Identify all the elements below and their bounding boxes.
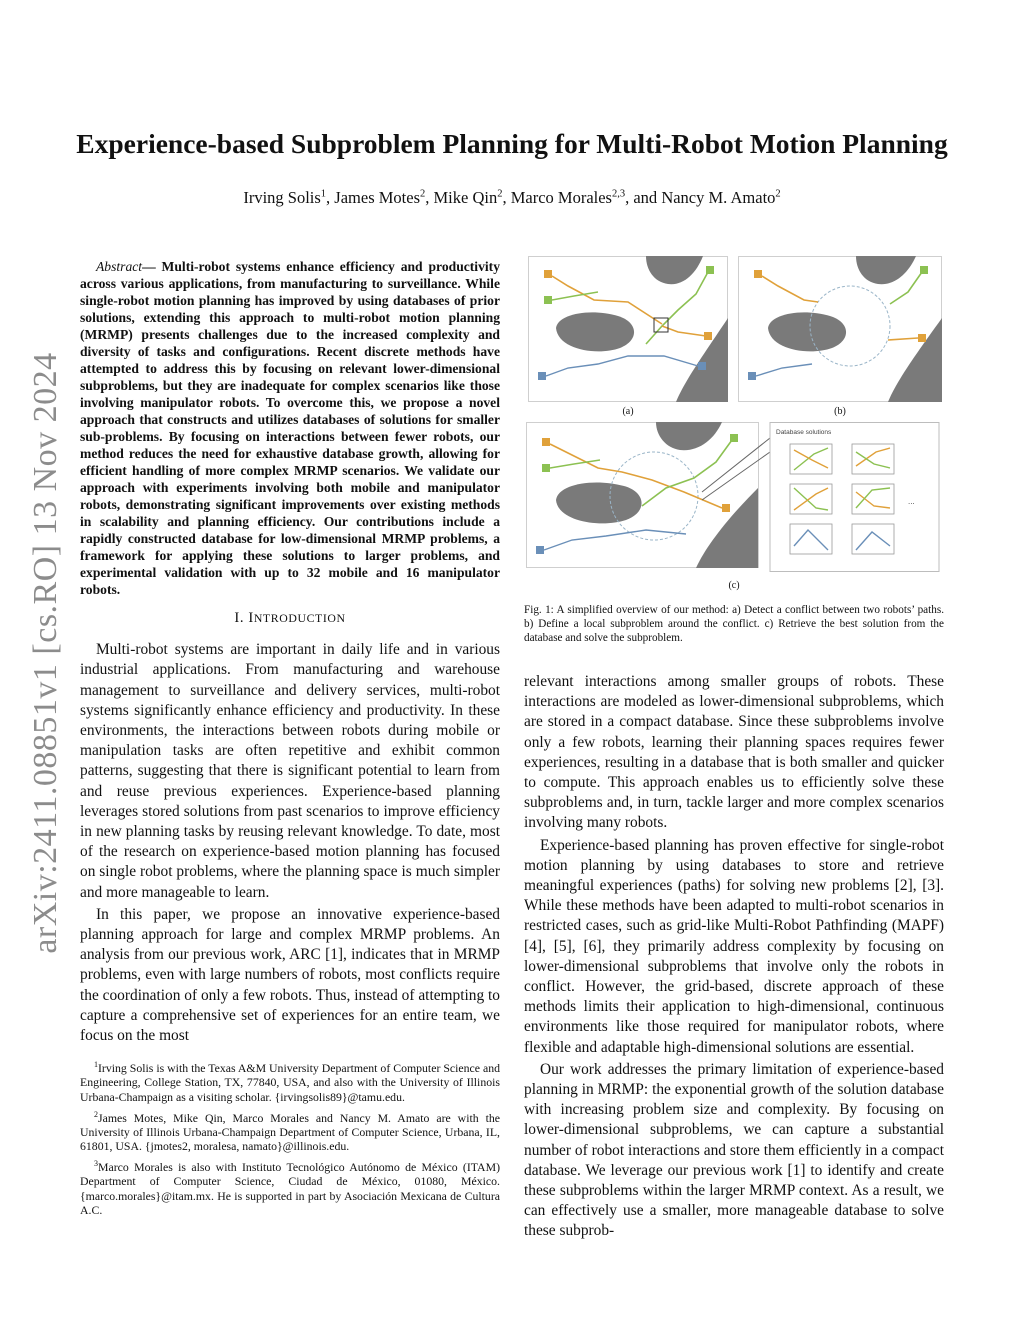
abstract-label: Abstract	[96, 259, 143, 274]
robot	[704, 332, 712, 340]
author-name: James Motes	[334, 188, 420, 207]
robot	[754, 270, 762, 278]
author-affiliation: 2	[497, 188, 503, 200]
robot	[542, 438, 550, 446]
paper-title: Experience-based Subproblem Planning for Multi-Robot Motion Planning	[76, 128, 948, 159]
robot	[706, 266, 714, 274]
robot	[730, 434, 738, 442]
arxiv-identifier-text: arXiv:2411.08851v1 [cs.RO] 13 Nov 2024	[27, 352, 64, 954]
figure-panel-a	[528, 256, 728, 402]
paragraph: In this paper, we propose an innovative experience-based planning approach for large and complex MRMP problems. An analysis from our previous work, ARC [1], indicates that in MRMP problems, even with large numbers of robots, most conflicts require the coordination of only a few robots. Thus, instead of attempting to capture a comprehensive set of experiences for an entire team, we focus on the most	[80, 905, 500, 1045]
left-column	[80, 258, 500, 1221]
robot	[542, 464, 550, 472]
abstract-text: — Multi-robot systems enhance efficiency and productivity across various applications, from manufacturing to surveillance. While single-robot motion planning has improved by using databases of prior solutions, extending this approach to multi-robot motion planning (MRMP) presents challenges due to the increased complexity and diversity of tasks and configurations. Recent discrete methods have attempted to address this by focusing on relevant lower-dimensional subproblems, but they are inadequate for complex scenarios like those involving manipulator robots. To overcome this, we propose a novel approach that constructs and utilizes databases of solutions for smaller sub-problems. By focusing on interactions between fewer robots, our method reduces the need for exhaustive database growth, allowing for efficient handling of more complex MRMP scenarios. We validate our approach with experiments involving both mobile and manipulator robots, demonstrating significant improvements over existing methods in scalability and planning efficiency. Our contributions include a rapidly constructed database for low-dimensional MRMP problems, a framework for applying these solutions to larger problems, and experimental validation with up to 32 mobile and 16 manipulator robots.	[80, 259, 500, 597]
robot	[544, 270, 552, 278]
database-ellipsis: ...	[908, 497, 915, 506]
author-name: Mike Qin	[433, 188, 498, 207]
figure-caption: Fig. 1: A simplified overview of our method: a) Detect a conflict between two robots’ paths. b) Define a local subproblem around the conflict. c) Retrieve the best solution from the database and solve the subproblem.	[524, 604, 944, 644]
author-affiliation: 2	[775, 188, 781, 200]
author-affiliation: 1	[320, 188, 327, 200]
paragraph: Our work addresses the primary limitation of experience-based planning in MRMP: the exponential growth of the solution database with increasing problem size and complexity. By focusing on lower-dimensional subproblems, we can capture a substantial number of robot interactions and store them efficiently in a compact database. We leverage our previous work [1] to identify and create these subproblems within the larger MRMP context. As a result, we can effectively use a smaller, more manageable database to solve these subprob-	[524, 1060, 944, 1240]
figure-panel-c	[526, 422, 940, 578]
author-separator: ,	[326, 188, 335, 207]
database-title: Database solutions	[776, 429, 832, 436]
robot	[544, 296, 552, 304]
footnote: $^2$James Motes, Mike Qin, Marco Morales and Nancy M. Amato are with the University of Illinois Urbana-Champaign Department of Computer Science, Urbana, IL, 61801, USA. {jmotes2, moralesa, namato}@illinois.edu.	[80, 1109, 500, 1154]
robot	[538, 372, 546, 380]
footnotes	[80, 1058, 500, 1217]
subfigure-label: (c)	[728, 580, 740, 591]
author-affiliation: 2,3	[611, 188, 626, 200]
figure-panel-b	[738, 256, 942, 402]
right-column	[524, 672, 944, 1244]
paragraph: relevant interactions among smaller groups of robots. These interactions are modeled as lower-dimensional subproblems, which are stored in a compact database. Since these subproblems involve only a few robots, learning their planning spaces requires fewer experiences, resulting in a database that is both smaller and quicker to compute. This approach enables us to efficiently solve these subproblems and, in turn, tackle larger and more complex scenarios involving many robots.	[524, 673, 944, 832]
subfigure-label: (b)	[834, 406, 846, 417]
figure-1	[524, 254, 944, 650]
paragraph: Multi-robot systems are important in daily life and in various industrial applications. From manufacturing and warehouse management to surveillance and delivery services, multi-robot systems significantly enhance efficiency and productivity. In these environments, the interactions between robots during mobile or manipulation tasks are often repetitive and exhibit common patterns, suggesting that there is significant potential to learn from and reuse previous experiences. Experience-based planning leverages stored solutions from past scenarios to improve efficiency in new planning tasks by reusing relevant knowledge. To date, most of the research on experience-based motion planning has focused on single robot problems, where the planning space is much simpler and more manageable to learn.	[80, 641, 500, 901]
author-separator: , and	[625, 188, 662, 207]
subfigure-label: (a)	[622, 406, 634, 417]
robot	[722, 504, 730, 512]
abstract	[80, 258, 500, 598]
author-separator: ,	[502, 188, 511, 207]
author-list	[60, 188, 964, 208]
section-heading-introduction: I. INTRODUCTION	[234, 610, 346, 626]
footnote: $^1$Irving Solis is with the Texas A&M University Department of Computer Science and Engineering, College Station, TX, 77840, USA, and also with the University of Illinois Urbana-Champaign as a visiting scholar. {irvingsolis89}@tamu.edu.	[80, 1060, 500, 1104]
robot	[918, 334, 926, 342]
database-solution	[852, 524, 894, 554]
paragraph: Experience-based planning has proven effective for single-robot motion planning by using databases to store and retrieve meaningful experiences (paths) for solving new problems [2], [3]. While these methods have been adapted to multi-robot scenarios in restricted cases, such as grid-like Multi-Robot Pathfinding (MAPF) [4], [5], [6], they primarily address complexity by focusing on lower-dimensional subproblems that involve only the robots in conflict. However, the grid-based, discrete approach of these methods limits their application to high-dimensional, continuous environments like those required for manipulator robots, where flexible and adaptable high-dimensional solutions are essential.	[524, 836, 944, 1056]
author-name: Nancy M. Amato	[661, 188, 776, 207]
author-separator: ,	[425, 188, 434, 207]
robot	[698, 362, 706, 370]
robot	[536, 546, 544, 554]
author-affiliation: 2	[420, 188, 426, 200]
robot	[748, 372, 756, 380]
arxiv-identifier	[16, 338, 76, 968]
robot	[920, 266, 928, 274]
database-solution	[790, 524, 832, 554]
author-name: Marco Morales	[510, 188, 612, 207]
author-name: Irving Solis	[243, 188, 321, 207]
footnote: $^3$Marco Morales is also with Instituto Tecnológico Autónomo de México (ITAM) Department of Computer Science, Ciudad de México, 01080, México. {marco.morales}@itam.mx. He is supported in part by Asociación Mexicana de Cultura A.C.	[80, 1159, 500, 1217]
